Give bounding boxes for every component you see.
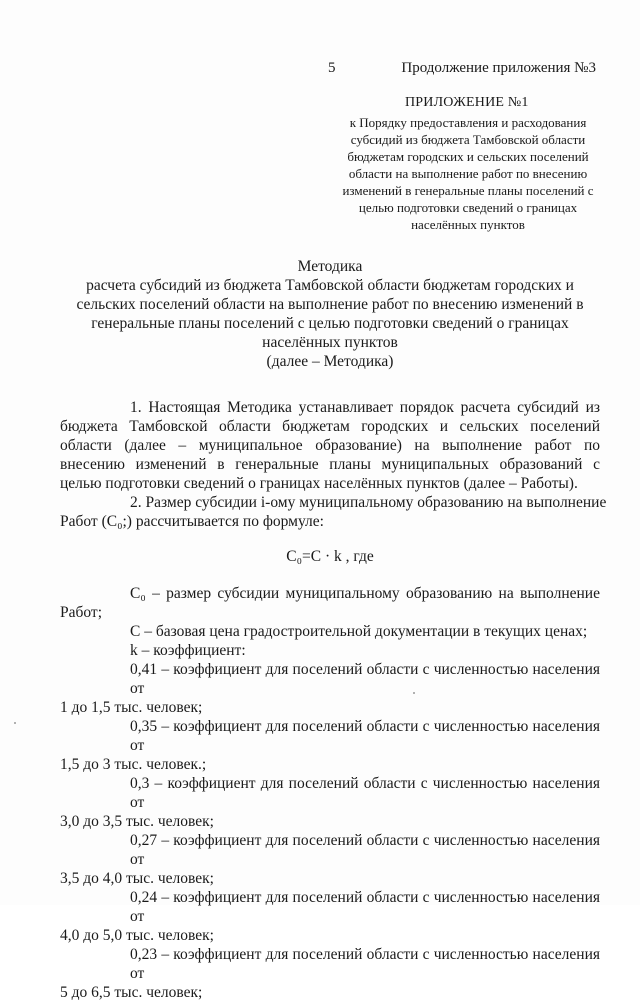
methodology-heading-line: генеральные планы поселений с целью подготовки сведений о границах [91,315,569,332]
annex-subtitle-line: целью подготовки сведений о границах [358,200,578,215]
coefficient-item [60,660,600,717]
scan-speck [413,692,415,694]
paragraph-line: внесению изменений в генеральные планы муниципальных образований с [60,456,600,473]
methodology-heading-line: населённых пунктов [262,334,398,351]
coefficient-item [60,831,600,888]
subsidy-formula: С₀=С · k , где [286,548,374,565]
coefficient-item [60,717,600,774]
definition-line: С₀ – размер субсидии муниципальному образованию на выполнение [130,585,600,602]
paragraph-line: 1. Настоящая Методика устанавливает порядок расчета субсидий из [130,399,600,416]
annex-subtitle-line: населённых пунктов [411,217,525,232]
definition-k: k – коэффициент: [130,642,246,659]
methodology-heading [60,257,600,371]
methodology-title: Методика [297,258,363,275]
coefficient-list [60,660,600,1002]
coefficient-range: 1,5 до 3 тыс. человек.; [60,756,207,773]
coefficient-item [60,888,600,945]
document-body [60,398,607,1002]
paragraph-2 [60,493,607,531]
coefficient-range: 5 до 6,5 тыс. человек; [60,984,203,1001]
definition-c: С – базовая цена градостроительной документации в текущих ценах; [130,623,588,640]
coefficient-line: 0,41 – коэффициент для поселений области с численностью населения от [130,661,600,697]
paragraph-line: целью подготовки сведений о границах населённых пунктов (далее – Работы). [60,475,578,492]
coefficient-range: 3,0 до 3,5 тыс. человек; [60,813,214,830]
page-number: 5 [328,60,336,76]
methodology-heading-line: расчета субсидий из бюджета Тамбовской области бюджетам городских и [86,277,574,294]
annex-subtitle-line: изменений в генеральные планы поселений с [342,183,594,198]
paragraph-line: 2. Размер субсидии i-ому муниципальному образованию на выполнение [130,494,607,511]
scan-speck [14,722,16,724]
paragraph-line: бюджета Тамбовской области бюджетам городских и сельских поселений [60,418,600,435]
annex-subtitle-line: бюджетам городских и сельских поселений [347,149,589,164]
coefficient-item [60,774,600,831]
coefficient-line: 0,23 – коэффициент для поселений области с численностью населения от [130,946,600,982]
continuation-label: Продолжение приложения №3 [401,60,596,76]
coefficient-item [60,945,600,1002]
coefficient-line: 0,27 – коэффициент для поселений области с численностью населения от [130,832,600,868]
coefficient-line: 0,3 – коэффициент для поселений области с численностью населения от [130,775,600,811]
annex-subtitle-line: к Порядку предоставления и расходования [349,115,587,130]
paragraph-line: Работ (С₀;) рассчитывается по формуле: [60,513,324,530]
definition-c0 [60,584,600,622]
coefficient-range: 3,5 до 4,0 тыс. человек; [60,870,214,887]
methodology-heading-line: (далее – Методика) [266,353,394,370]
methodology-heading-line: сельских поселений области на выполнение работ по внесению изменений в [76,296,584,313]
paragraph-line: области (далее – муниципальное образование) на выполнение работ по [60,437,600,454]
coefficient-range: 1 до 1,5 тыс. человек; [60,699,203,716]
coefficient-line: 0,35 – коэффициент для поселений области с численностью населения от [130,718,600,754]
paragraph-1 [60,398,600,493]
annex-title: ПРИЛОЖЕНИЕ №1 [405,95,529,110]
definition-line: Работ; [60,604,103,621]
annex-subtitle-line: субсидий из бюджета Тамбовской области [350,132,586,147]
annex-subtitle-line: области на выполнение работ по внесению [348,166,588,181]
annex-subtitle [338,114,598,233]
coefficient-line: 0,24 – коэффициент для поселений области с численностью населения от [130,889,600,925]
coefficient-range: 4,0 до 5,0 тыс. человек; [60,927,214,944]
